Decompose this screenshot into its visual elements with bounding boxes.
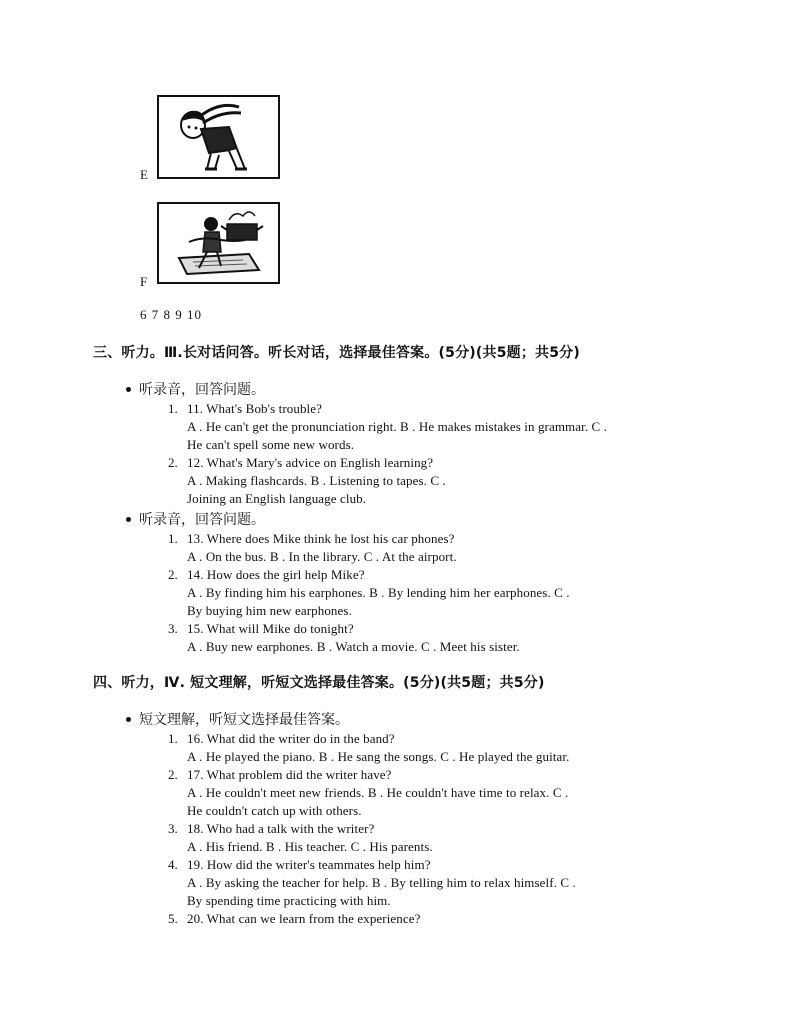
section-3-title: 三、听力。Ⅲ.长对话问答。听长对话，选择最佳答案。(5分)(共5题；共5分) xyxy=(93,345,580,361)
options-12-line-1: A . Making flashcards. B . Listening to tapes. C . xyxy=(187,473,446,488)
item-number: 2. xyxy=(168,567,178,582)
bullet-icon xyxy=(126,517,131,522)
item-number: 1. xyxy=(168,401,178,416)
question-12: 12. What's Mary's advice on English learning? xyxy=(187,455,434,470)
options-11-line-1: A . He can't get the pronunciation right. B . He makes mistakes in grammar. C . xyxy=(187,419,608,434)
figure-f-letter: F xyxy=(140,274,148,289)
item-number: 1. xyxy=(168,731,178,746)
options-17-line-1: A . He couldn't meet new friends. B . He couldn't have time to relax. C . xyxy=(187,785,569,800)
question-16: 16. What did the writer do in the band? xyxy=(187,731,395,746)
options-14-line-2: By buying him new earphones. xyxy=(187,603,352,618)
options-16-line-1: A . He played the piano. B . He sang the songs. C . He played the guitar. xyxy=(187,749,570,764)
options-18-line-1: A . His friend. B . His teacher. C . His parents. xyxy=(187,839,433,854)
options-19-line-1: A . By asking the teacher for help. B . By telling him to relax himself. C . xyxy=(187,875,576,890)
question-18: 18. Who had a talk with the writer? xyxy=(187,821,375,836)
bullet-icon xyxy=(126,387,131,392)
figure-e-image xyxy=(157,95,280,179)
question-17: 17. What problem did the writer have? xyxy=(187,767,392,782)
question-19: 19. How did the writer's teammates help him? xyxy=(187,857,431,872)
item-number: 3. xyxy=(168,821,178,836)
question-20: 20. What can we learn from the experience? xyxy=(187,911,421,926)
options-12-line-2: Joining an English language club. xyxy=(187,491,367,506)
question-15: 15. What will Mike do tonight? xyxy=(187,621,354,636)
section-4-group-1-label: 短文理解，听短文选择最佳答案。 xyxy=(126,709,349,729)
options-13-line-1: A . On the bus. B . In the library. C . At the airport. xyxy=(187,549,457,564)
item-number: 5. xyxy=(168,911,178,926)
section-4-title: 四、听力，Ⅳ. 短文理解，听短文选择最佳答案。(5分)(共5题；共5分) xyxy=(93,675,545,691)
options-17-line-2: He couldn't catch up with others. xyxy=(187,803,362,818)
section-3-group-2-label: 听录音，回答问题。 xyxy=(126,509,265,529)
answer-numbers: 6 7 8 9 10 xyxy=(140,307,202,322)
bullet-icon xyxy=(126,717,131,722)
options-15-line-1: A . Buy new earphones. B . Watch a movie. C . Meet his sister. xyxy=(187,639,520,654)
options-14-line-1: A . By finding him his earphones. B . By lending him her earphones. C . xyxy=(187,585,570,600)
item-number: 2. xyxy=(168,455,178,470)
options-11-line-2: He can't spell some new words. xyxy=(187,437,355,452)
question-14: 14. How does the girl help Mike? xyxy=(187,567,365,582)
man-reading-newspaper-icon xyxy=(159,204,278,282)
options-19-line-2: By spending time practicing with him. xyxy=(187,893,391,908)
item-number: 2. xyxy=(168,767,178,782)
section-3-group-1-label: 听录音，回答问题。 xyxy=(126,379,265,399)
question-13: 13. Where does Mike think he lost his car phones? xyxy=(187,531,455,546)
item-number: 3. xyxy=(168,621,178,636)
figure-f-image xyxy=(157,202,280,284)
item-number: 1. xyxy=(168,531,178,546)
item-number: 4. xyxy=(168,857,178,872)
question-11: 11. What's Bob's trouble? xyxy=(187,401,323,416)
figure-e-letter: E xyxy=(140,167,148,182)
stretching-boy-icon xyxy=(159,97,278,177)
